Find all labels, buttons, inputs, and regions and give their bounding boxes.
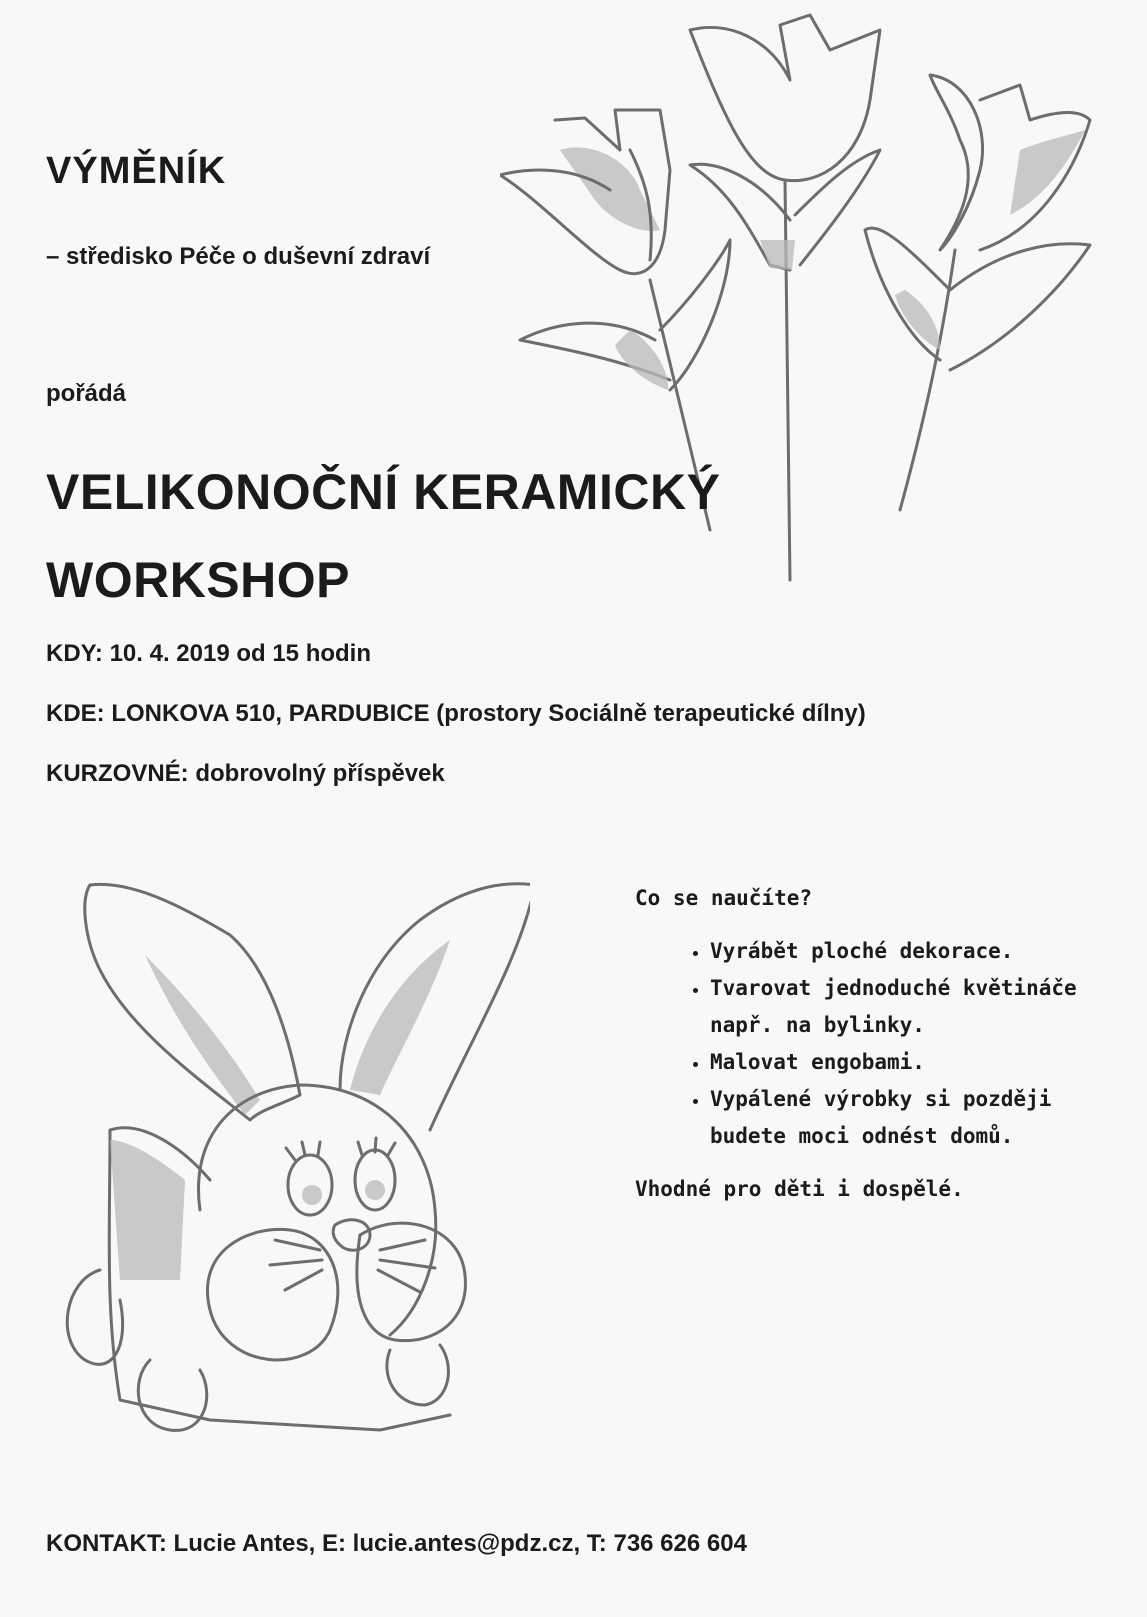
contact-line: KONTAKT: Lucie Antes, E: lucie.antes@pdz.cz, T: 736 626 604 [46, 1530, 747, 1557]
fee-value: dobrovolný příspěvek [195, 760, 445, 787]
learn-item: • Tvarovat jednoduché květináče např. na bylinky. [710, 970, 1115, 1044]
where-note: (prostory Sociálně terapeutické dílny) [436, 700, 866, 727]
where-line [46, 700, 866, 728]
learn-item: • Vyrábět ploché dekorace. [710, 933, 1115, 970]
where-label: KDE: [46, 700, 105, 727]
learn-item: • Malovat engobami. [710, 1044, 1115, 1081]
learn-section [635, 880, 1115, 1208]
learn-item: • Vypálené výrobky si později budete moci odnést domů. [710, 1081, 1115, 1155]
learn-heading: Co se naučíte? [635, 886, 813, 910]
suitable-note: Vhodné pro děti i dospělé. [635, 1177, 964, 1201]
fee-line [46, 760, 445, 788]
where-value: LONKOVA 510, PARDUBICE [111, 700, 430, 727]
when-value: 10. 4. 2019 od 15 hodin [109, 640, 371, 667]
organizes-text: pořádá [46, 380, 127, 407]
organization-name: VÝMĚNÍK [46, 150, 227, 192]
bunny-drawing [50, 880, 530, 1440]
event-title-line-2: WORKSHOP [46, 552, 350, 608]
organization-subtitle: – středisko Péče o duševní zdraví [46, 243, 431, 270]
event-title [46, 448, 720, 624]
event-title-line-1: VELIKONOČNÍ KERAMICKÝ [46, 464, 721, 520]
when-label: KDY: [46, 640, 103, 667]
when-line [46, 640, 371, 668]
learn-list [635, 933, 1115, 1155]
fee-label: KURZOVNÉ: [46, 760, 189, 787]
